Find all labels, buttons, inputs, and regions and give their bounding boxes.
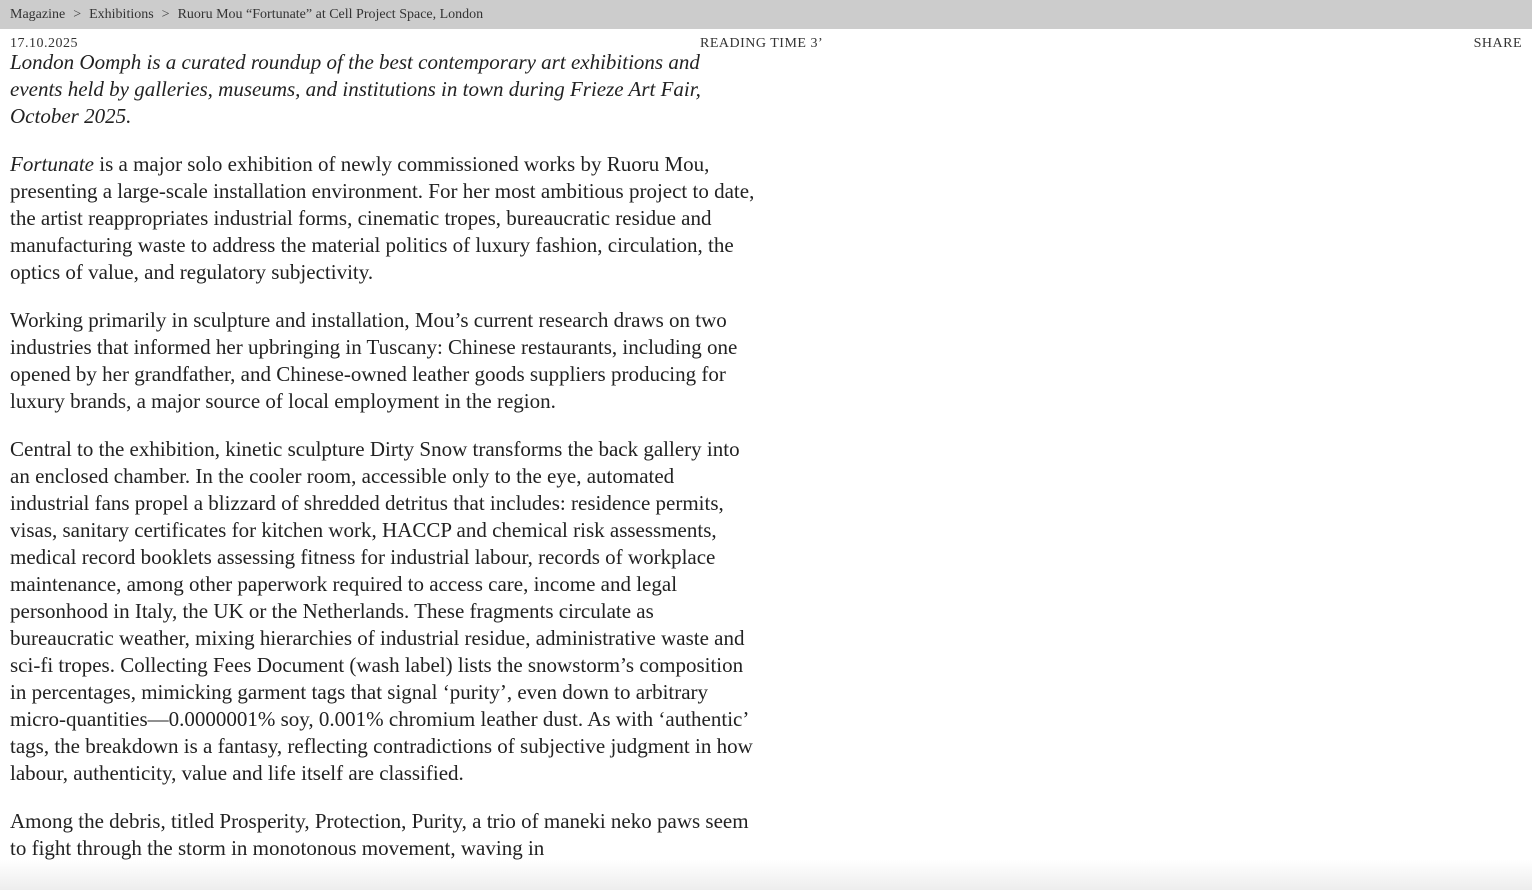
exhibition-title: Fortunate: [10, 152, 94, 176]
breadcrumb-link-magazine[interactable]: Magazine: [10, 6, 66, 22]
reading-time: READING TIME 3’: [700, 36, 824, 51]
article-meta-bar: [0, 34, 1532, 54]
publish-date: 17.10.2025: [10, 36, 78, 51]
share-button[interactable]: SHARE: [1473, 36, 1522, 51]
breadcrumb-link-exhibitions[interactable]: Exhibitions: [89, 6, 154, 22]
breadcrumb-separator: >: [73, 6, 82, 22]
paragraph-text: is a major solo exhibition of newly commissioned works by Ruoru Mou, presenting a large-scale installation environment. For her most ambitious project to date, the artist reappropriates industrial forms, cinematic tropes, bureaucratic residue and manufacturing waste to address the material politics of luxury fashion, circulation, the optics of value, and regulatory subjectivity.: [10, 152, 755, 284]
article-intro: London Oomph is a curated roundup of the best contemporary art exhibitions and events held by galleries, museums, and institutions in town during Frieze Art Fair, October 2025.: [10, 54, 701, 128]
article-paragraph: Working primarily in sculpture and installation, Mou’s current research draws on two industries that informed her upbringing in Tuscany: Chinese restaurants, including one opened by her grandfather, and Chinese-owned leather goods suppliers producing for luxury brands, a major source of local employment in the region.: [10, 308, 738, 413]
breadcrumb-current-page: Ruoru Mou “Fortunate” at Cell Project Space, London: [177, 6, 484, 22]
article-paragraph: [10, 151, 755, 286]
breadcrumb-separator: >: [161, 6, 170, 22]
article-scroll-area[interactable]: [0, 54, 1532, 890]
article-body: [10, 54, 755, 883]
article-paragraph: Among the debris, titled Prosperity, Protection, Purity, a trio of maneki neko paws seem to fight through the storm in monotonous movement, waving in: [10, 809, 749, 860]
breadcrumb: [0, 0, 1532, 29]
article-paragraph: Central to the exhibition, kinetic sculpture Dirty Snow transforms the back gallery into an enclosed chamber. In the cooler room, accessible only to the eye, automated industrial fans propel a blizzard of shredded detritus that includes: residence permits, visas, sanitary certificates for kitchen work, HACCP and chemical risk assessments, medical record booklets assessing fitness for industrial labour, records of workplace maintenance, among other paperwork required to access care, income and legal personhood in Italy, the UK or the Netherlands. These fragments circulate as bureaucratic weather, mixing hierarchies of industrial residue, administrative waste and sci-fi tropes. Collecting Fees Document (wash label) lists the snowstorm’s composition in percentages, mimicking garment tags that signal ‘purity’, even down to arbitrary micro-quantities—0.0000001% soy, 0.001% chromium leather dust. As with ‘authentic’ tags, the breakdown is a fantasy, reflecting contradictions of subjective judgment in how labour, authenticity, value and life itself are classified.: [10, 437, 753, 785]
